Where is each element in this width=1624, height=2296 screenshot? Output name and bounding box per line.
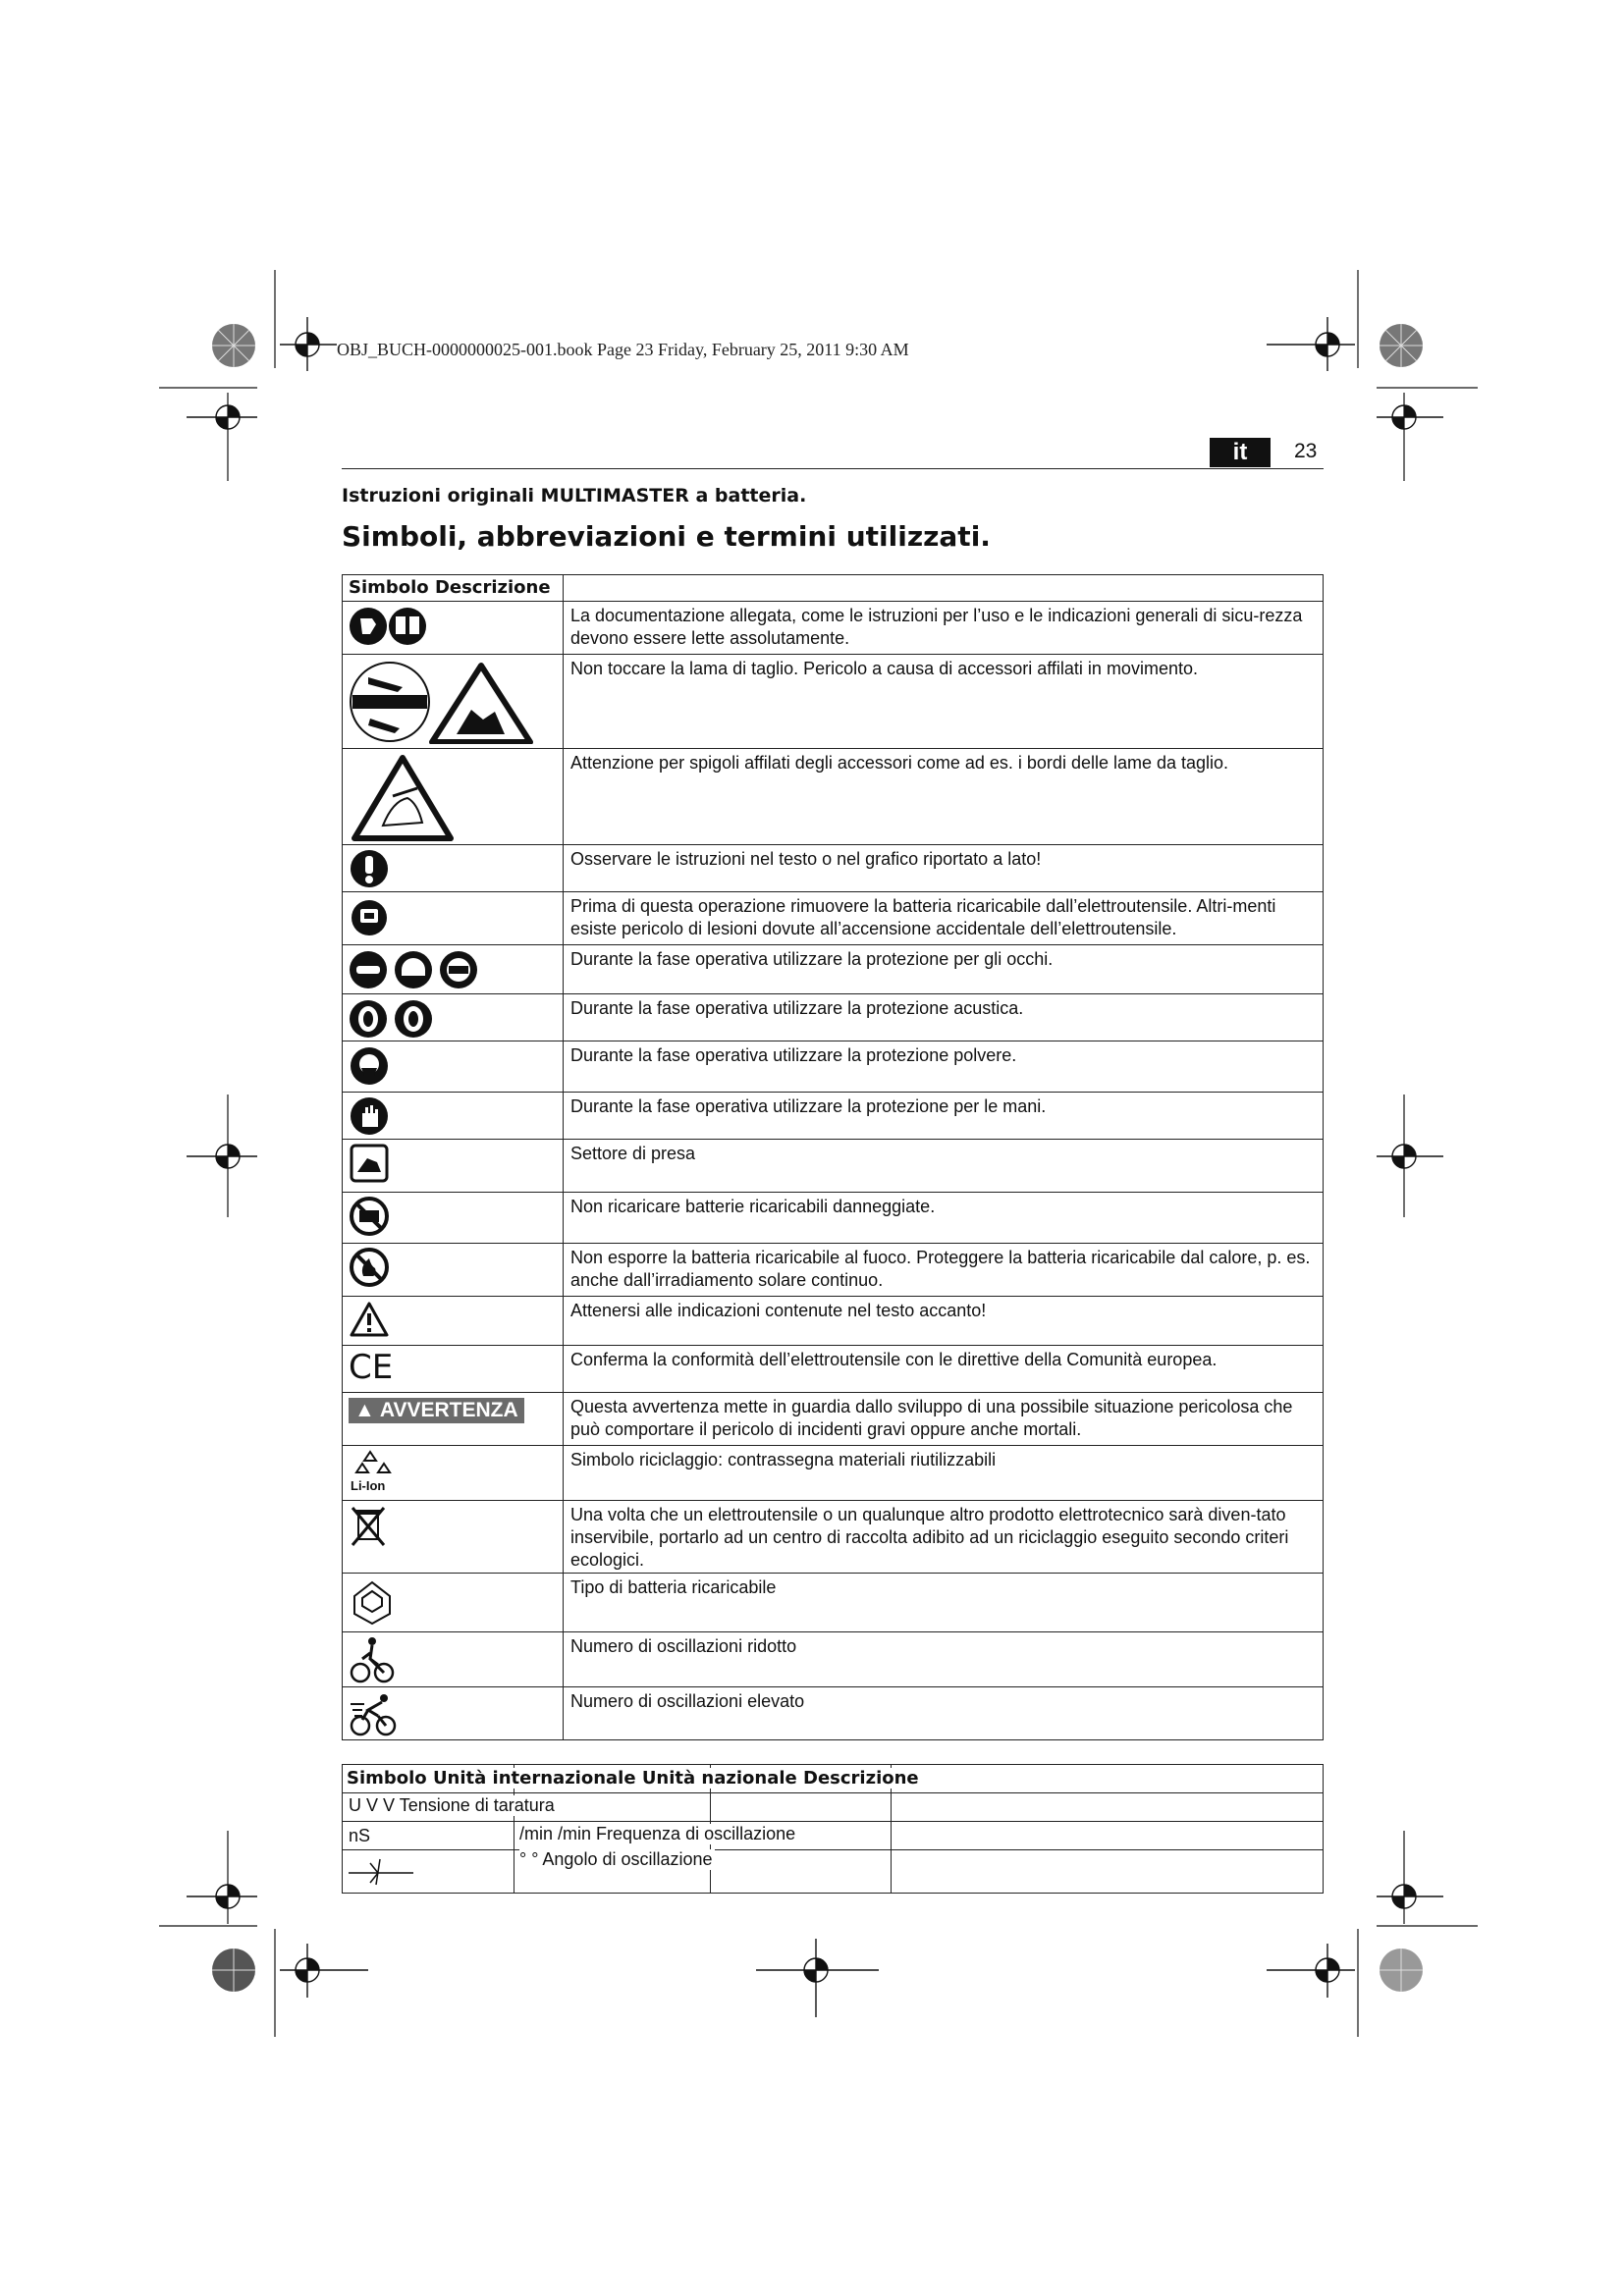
table-row <box>343 891 1323 945</box>
symbols-table <box>342 574 1324 1740</box>
row-description: Non ricaricare batterie ricaricabili danneggiate. <box>570 1197 936 1216</box>
warning-triangle-icon <box>349 1300 390 1339</box>
table-row <box>343 1041 1323 1093</box>
table-row <box>343 1792 1323 1822</box>
document-subtitle: Istruzioni originali MULTIMASTER a batteria. <box>342 485 807 507</box>
gloves-icon <box>349 1095 390 1137</box>
table-row <box>343 944 1323 994</box>
remove-battery-icon <box>349 895 390 936</box>
dust-mask-icon <box>349 1044 390 1088</box>
no-fire-icon <box>349 1247 390 1288</box>
table-row <box>343 748 1323 845</box>
table-header-row <box>343 575 1323 602</box>
table-row <box>343 844 1323 892</box>
exclamation-icon <box>349 848 390 889</box>
row-text: U V V Tensione di taratura <box>349 1795 555 1815</box>
table-row <box>343 1139 1323 1193</box>
book-info-header: OBJ_BUCH-0000000025-001.book Page 23 Friday, February 25, 2011 9:30 AM <box>337 340 909 359</box>
row-description: Durante la fase operativa utilizzare la protezione per gli occhi. <box>570 949 1054 969</box>
units-table <box>342 1764 1324 1894</box>
header-rule <box>342 468 1324 469</box>
table-row <box>343 1345 1323 1393</box>
avvertenza-banner: ▲ AVVERTENZA <box>349 1398 524 1423</box>
table-row <box>343 1821 1323 1850</box>
li-ion-label: Li-Ion <box>351 1478 386 1493</box>
table-row <box>343 1686 1323 1741</box>
table-row <box>343 1573 1323 1632</box>
avvertenza-label: AVVERTENZA <box>379 1399 518 1421</box>
row-description: Durante la fase operativa utilizzare la protezione acustica. <box>570 998 1024 1018</box>
recycle-icon <box>349 1449 392 1478</box>
row-description: Attenzione per spigoli affilati degli accessori come ad es. i bordi delle lame da taglio. <box>570 753 1229 773</box>
battery-type-icon <box>349 1576 394 1626</box>
row-description: Numero di oscillazioni ridotto <box>570 1636 797 1656</box>
row-description: Non esporre la batteria ricaricabile al fuoco. Proteggere la batteria ricaricabile dal calore, p. es. anche dall’irradiamento solare continuo. <box>570 1248 1311 1290</box>
row-description: Tipo di batteria ricaricabile <box>570 1577 777 1597</box>
grip-area-icon <box>349 1143 390 1184</box>
row-description: Attenersi alle indicazioni contenute nel testo accanto! <box>570 1301 987 1320</box>
instructions-icon <box>349 605 447 648</box>
units-header-row <box>343 1765 1323 1793</box>
table-row <box>343 993 1323 1041</box>
eye-protection-icon <box>349 948 486 991</box>
row-text: /min /min Frequenza di oscillazione <box>519 1824 796 1843</box>
fast-cyclist-icon <box>349 1690 398 1737</box>
table-row <box>343 1296 1323 1346</box>
table-row <box>343 1243 1323 1297</box>
table-row <box>343 1392 1323 1446</box>
angle-symbol-icon <box>347 1857 415 1887</box>
row-description: Numero di oscillazioni elevato <box>570 1691 805 1711</box>
row-description: Prima di questa operazione rimuovere la batteria ricaricabile dall’elettroutensile. Altri-menti esiste pericolo di lesioni dovute all’accensione accidentale dell’elettroutensile. <box>570 896 1276 938</box>
table-row <box>343 1192 1323 1244</box>
row-description: Osservare le istruzioni nel testo o nel grafico riportato a lato! <box>570 849 1042 869</box>
slow-cyclist-icon <box>349 1635 396 1684</box>
row-description: Durante la fase operativa utilizzare la protezione per le mani. <box>570 1096 1047 1116</box>
row-description: La documentazione allegata, come le istruzioni per l’uso e le indicazioni generali di sicu-rezza devono essere lette assolutamente. <box>570 606 1303 648</box>
units-header: Simbolo Unità internazionale Unità nazionale Descrizione <box>347 1768 919 1789</box>
attention-blade-icon <box>349 658 545 744</box>
table-row <box>343 1849 1323 1893</box>
language-badge: it <box>1210 438 1271 467</box>
row-description: Questa avvertenza mette in guardia dallo sviluppo di una possibile situazione pericolosa che può comportare il pericolo di incidenti gravi oppure anche mortali. <box>570 1397 1293 1439</box>
row-text: ° ° Angolo di oscillazione <box>519 1849 713 1869</box>
sharp-edge-warning-icon <box>349 752 457 842</box>
row-description: Settore di presa <box>570 1144 696 1163</box>
row-description: Durante la fase operativa utilizzare la protezione polvere. <box>570 1045 1017 1065</box>
row-description: Simbolo riciclaggio: contrassegna materiali riutilizzabili <box>570 1450 997 1469</box>
ear-protection-icon <box>349 997 441 1041</box>
table-row <box>343 1092 1323 1140</box>
crossed-bin-icon <box>349 1504 388 1549</box>
row-description: Conferma la conformità dell’elettroutensile con le direttive della Comunità europea. <box>570 1350 1218 1369</box>
page-title: Simboli, abbreviazioni e termini utilizzati. <box>342 520 991 553</box>
symbol-ns: nS <box>349 1826 371 1845</box>
page-number: 23 <box>1294 440 1318 462</box>
row-description: Una volta che un elettroutensile o un qualunque altro prodotto elettrotecnico sarà diven-tato inservibile, portarlo ad un centro di raccolta adibito ad un riciclaggio eseguito secondo criteri ecologici. <box>570 1505 1289 1570</box>
table-row <box>343 1445 1323 1501</box>
row-description: Non toccare la lama di taglio. Pericolo a causa di accessori affilati in movimento. <box>570 659 1198 678</box>
ce-mark-icon: CE <box>349 1348 394 1387</box>
table-row <box>343 654 1323 749</box>
no-charge-damaged-icon <box>349 1196 390 1237</box>
table-row <box>343 1631 1323 1687</box>
table-header: Simbolo Descrizione <box>349 577 551 598</box>
table-row <box>343 1500 1323 1574</box>
table-row <box>343 601 1323 655</box>
